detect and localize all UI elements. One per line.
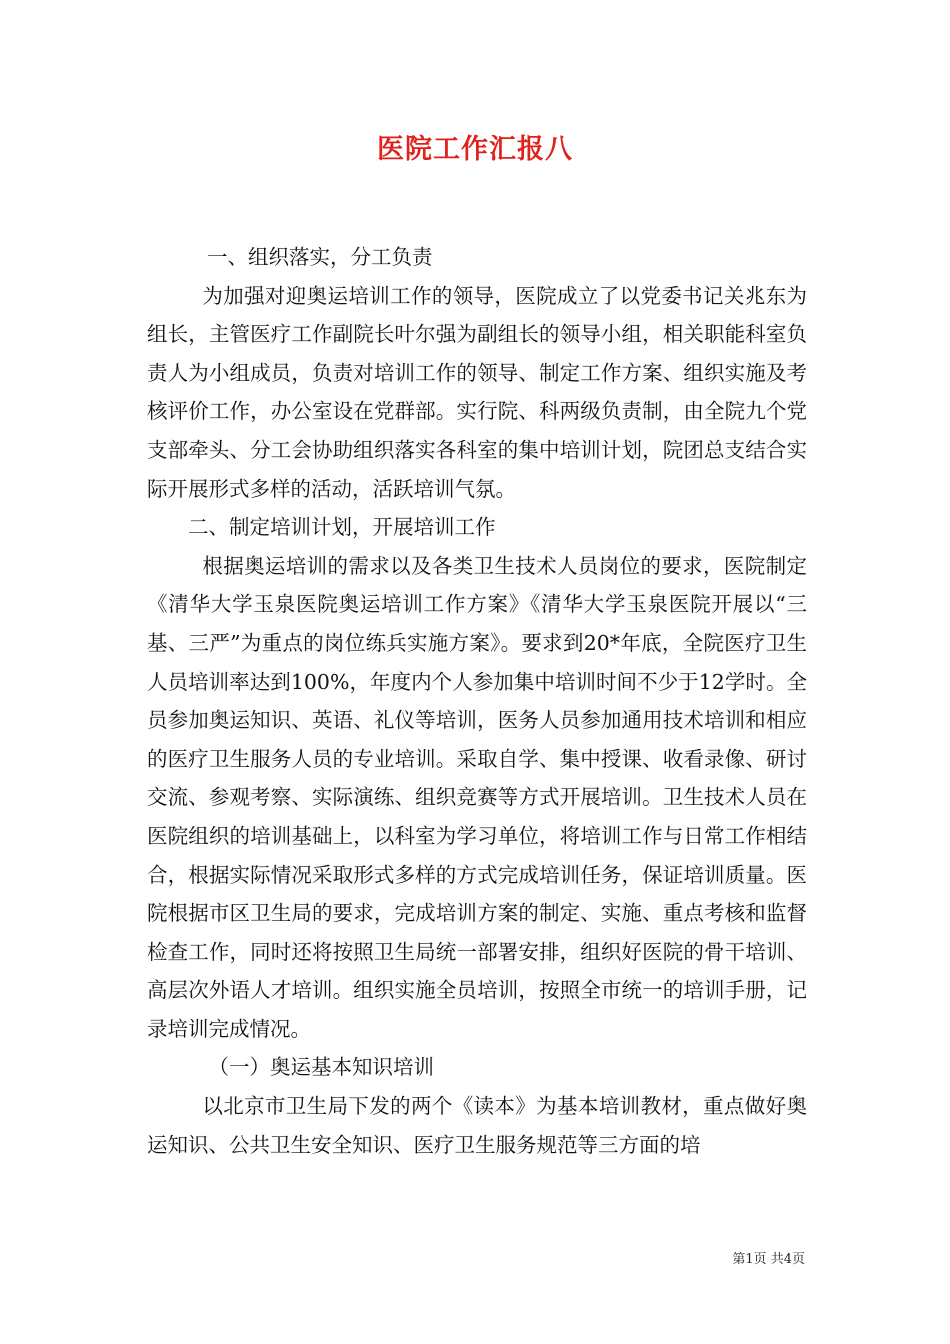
paragraph-2: 根据奥运培训的需求以及各类卫生技术人员岗位的要求，医院制定《清华大学玉泉医院奥运培训工作方案》《清华大学玉泉医院开展以“三基、三严”为重点的岗位练兵实施方案》。要求到20*年底，全院医疗卫生人员培训率达到100%，年度内个人参加集中培训时间不少于12学时。全员参加奥运知识、英语、礼仪等培训，医务人员参加通用技术培训和相应的医疗卫生服务人员的专业培训。采取自学、集中授课、收看录像、研讨交流、参观考察、实际演练、组织竞赛等方式开展培训。卫生技术人员在医院组织的培训基础上，以科室为学习单位，将培训工作与日常工作相结合，根据实际情况采取形式多样的方式完成培训任务，保证培训质量。医院根据市区卫生局的要求，完成培训方案的制定、实施、重点考核和监督检查工作，同时还将按照卫生局统一部署安排，组织好医院的骨干培训、高层次外语人才培训。组织实施全员培训，按照全市统一的培训手册，记录培训完成情况。	[147, 553, 807, 1041]
paragraph-1: 为加强对迎奥运培训工作的领导，医院成立了以党委书记关兆东为组长，主管医疗工作副院长叶尔强为副组长的领导小组，相关职能科室负责人为小组成员，负责对培训工作的领导、制定工作方案、组织实施及考核评价工作，办公室设在党群部。实行院、科两级负责制，由全院九个党支部牵头、分工会协助组织落实各科室的集中培训计划，院团总支结合实际开展形式多样的活动，活跃培训气氛。	[147, 283, 807, 501]
document-body	[147, 238, 807, 1164]
sub-heading-1: （一）奥运基本知识培训	[208, 1055, 434, 1080]
page-number: 第1页 共4页	[732, 1252, 805, 1267]
paragraph-3: 以北京市卫生局下发的两个《读本》为基本培训教材，重点做好奥运知识、公共卫生安全知识、医疗卫生服务规范等三方面的培	[147, 1094, 807, 1157]
section-heading-1: 一、组织落实，分工负责	[207, 245, 433, 269]
section-heading-2: 二、制定培训计划，开展培训工作	[188, 515, 496, 540]
document-title: 医院工作汇报八	[377, 134, 573, 165]
